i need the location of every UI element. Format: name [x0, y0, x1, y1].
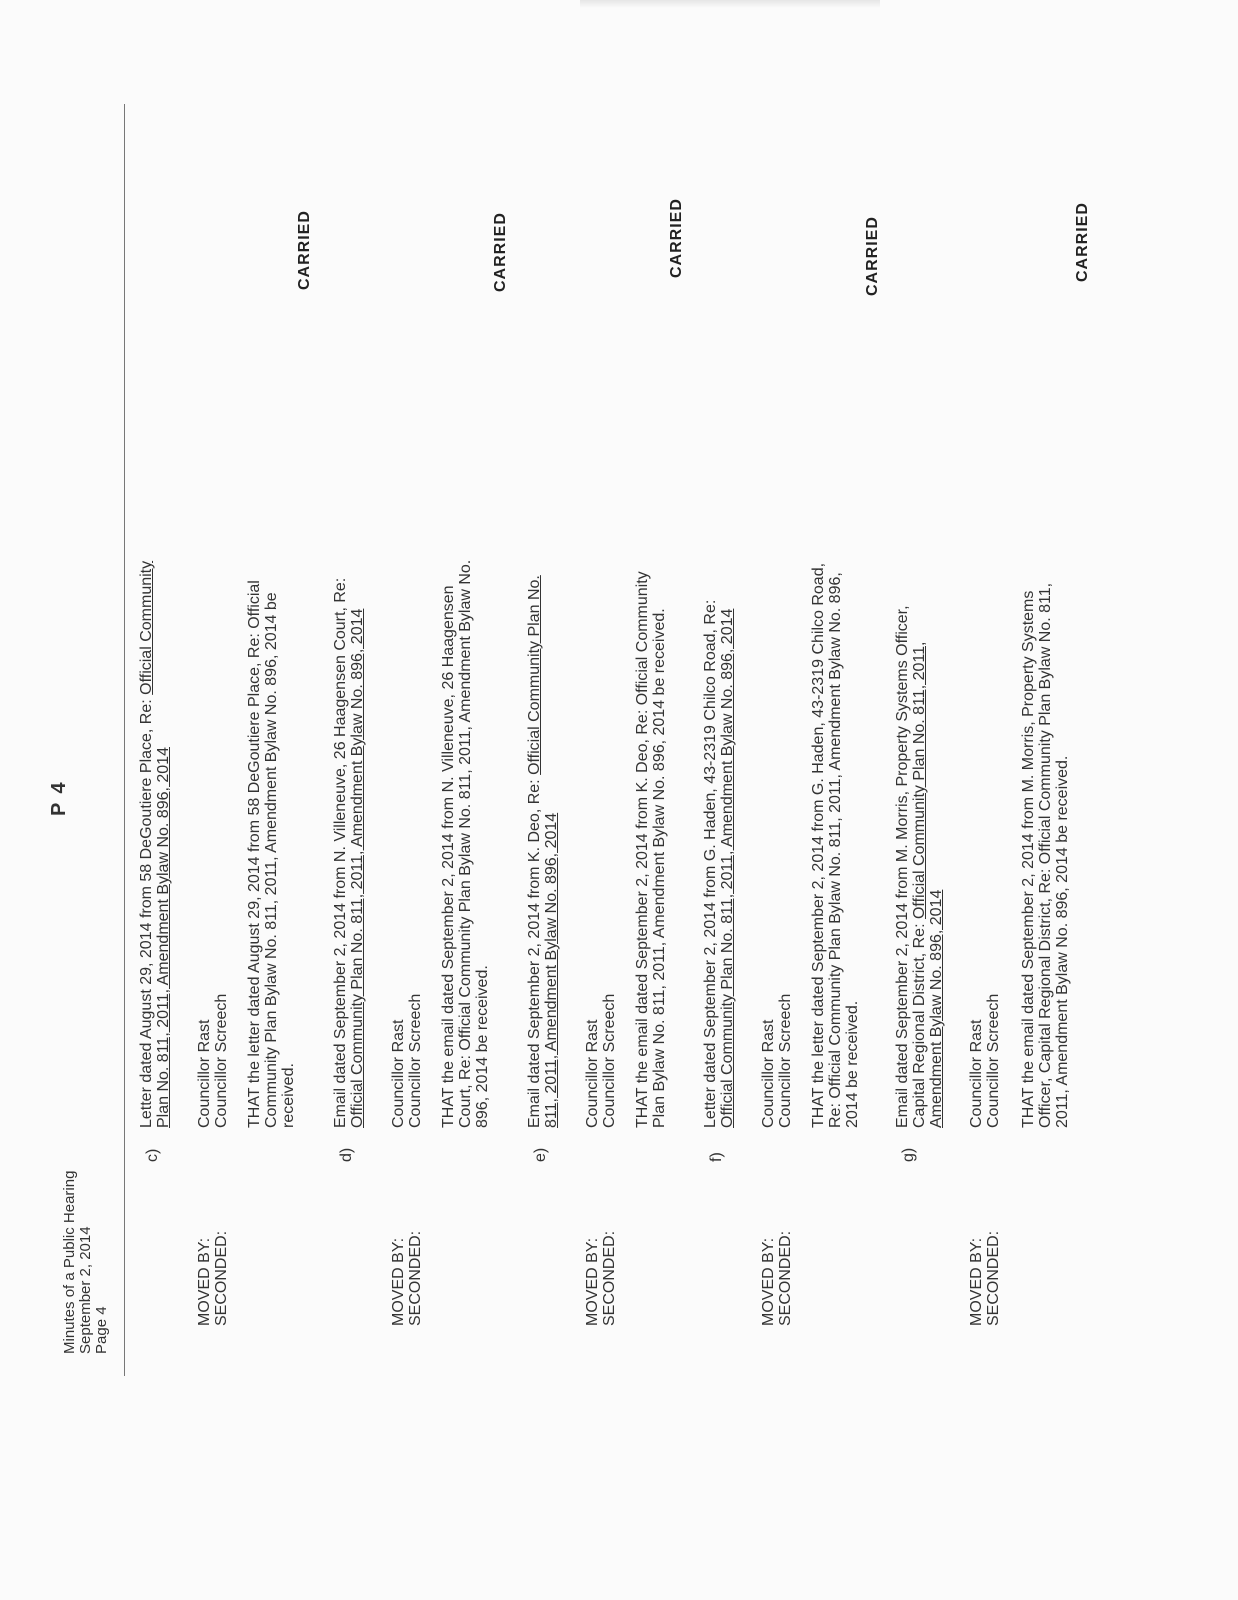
carried-f: CARRIED	[864, 216, 881, 296]
item-title-g	[894, 605, 945, 1128]
motion-line: THAT the email dated September 2, 2014 from N. Villeneuve, 26 Haagensen	[440, 585, 457, 1128]
carried-c: CARRIED	[296, 210, 313, 290]
title-underlined: Amendment Bylaw No. 896, 2014	[928, 889, 945, 1128]
moved-by-label: MOVED BY:	[390, 1237, 407, 1326]
title-underlined: Official Community Plan No. 811, 2011, Amendment Bylaw No. 896, 2014	[349, 608, 366, 1128]
item-letter-c: c)	[144, 1148, 161, 1162]
title-text: Letter dated September 2, 2014 from G. Haden, 43-2319 Chilco Road, Re:	[702, 599, 719, 1128]
item-title-f	[702, 600, 736, 1128]
carried-d: CARRIED	[492, 212, 509, 292]
title-underlined: Official Community Plan No. 811, 2011, Amendment Bylaw No. 896, 2014	[719, 608, 736, 1128]
councillors-c	[196, 994, 230, 1128]
seconded-label: SECONDED:	[985, 1230, 1002, 1326]
title-text: Letter dated August 29, 2014 from 58 DeGoutiere Place, Re:	[138, 694, 155, 1128]
motion-line: Community Plan Bylaw No. 811, 2011, Amendment Bylaw No. 896, 2014 be	[263, 592, 280, 1128]
seconded-label: SECONDED:	[601, 1230, 618, 1326]
motion-f	[810, 563, 861, 1128]
moved-labels-f	[760, 1231, 794, 1326]
moved-labels-e	[584, 1231, 618, 1326]
mover-name: Councillor Rast	[968, 1019, 985, 1128]
header-title: Minutes of a Public Hearing	[61, 1170, 78, 1354]
moved-labels-g	[968, 1231, 1002, 1326]
seconded-label: SECONDED:	[777, 1230, 794, 1326]
item-letter-d: d)	[338, 1147, 355, 1162]
seconded-label: SECONDED:	[407, 1230, 424, 1326]
motion-line: THAT the letter dated August 29, 2014 from 58 DeGoutiere Place, Re: Official	[246, 580, 263, 1128]
seconder-name: Councillor Screech	[407, 993, 424, 1128]
moved-by-label: MOVED BY:	[196, 1237, 213, 1326]
moved-by-label: MOVED BY:	[760, 1237, 777, 1326]
item-title-c	[138, 561, 172, 1128]
title-underlined: 811, 2011, Amendment Bylaw No. 896, 2014	[543, 812, 560, 1128]
motion-line: THAT the letter dated September 2, 2014 from G. Haden, 43-2319 Chilco Road,	[810, 562, 827, 1128]
moved-labels-d	[390, 1231, 424, 1326]
motion-c	[246, 580, 297, 1128]
mover-name: Councillor Rast	[390, 1019, 407, 1128]
seconder-name: Councillor Screech	[777, 993, 794, 1128]
motion-d	[440, 560, 491, 1128]
carried-g: CARRIED	[1074, 202, 1091, 282]
item-title-d	[332, 578, 366, 1128]
title-underlined: Official Community	[138, 560, 155, 695]
item-letter-f: f)	[708, 1152, 725, 1162]
title-text: Email dated September 2, 2014 from N. Villeneuve, 26 Haagensen Court, Re:	[332, 577, 349, 1128]
motion-line: THAT the email dated September 2, 2014 from M. Morris, Property Systems	[1020, 590, 1037, 1128]
seconder-name: Councillor Screech	[985, 993, 1002, 1128]
motion-line: 2014 be received.	[844, 1000, 861, 1128]
carried-e: CARRIED	[668, 198, 685, 278]
motion-g	[1020, 583, 1071, 1128]
motion-line: Officer, Capital Regional District, Re: Official Community Plan Bylaw No. 811,	[1037, 582, 1054, 1128]
item-letter-e: e)	[532, 1147, 549, 1162]
document-header	[62, 1171, 110, 1354]
title-underlined: Official Community Plan No. 811, 2011,	[911, 641, 928, 920]
motion-line: Plan Bylaw No. 811, 2011, Amendment Bylaw No. 896, 2014 be received.	[651, 608, 668, 1128]
header-page: Page 4	[93, 1306, 110, 1354]
motion-line: 896, 2014 be received.	[474, 965, 491, 1128]
councillors-d	[390, 994, 424, 1128]
title-text: Email dated September 2, 2014 from M. Morris, Property Systems Officer,	[894, 605, 911, 1128]
mover-name: Councillor Rast	[760, 1019, 777, 1128]
seconded-label: SECONDED:	[213, 1230, 230, 1326]
page-marker: P 4	[48, 780, 70, 816]
item-letter-g: g)	[900, 1147, 917, 1162]
moved-by-label: MOVED BY:	[584, 1237, 601, 1326]
moved-by-label: MOVED BY:	[968, 1237, 985, 1326]
motion-line: 2011, Amendment Bylaw No. 896, 2014 be received.	[1054, 755, 1071, 1128]
moved-labels-c	[196, 1231, 230, 1326]
motion-line: THAT the email dated September 2, 2014 from K. Deo, Re: Official Community	[634, 571, 651, 1128]
header-date: September 2, 2014	[77, 1226, 94, 1354]
motion-e	[634, 571, 668, 1128]
councillors-f	[760, 994, 794, 1128]
header-rule	[124, 104, 125, 1376]
title-text: Email dated September 2, 2014 from K. Deo, Re:	[526, 774, 543, 1128]
title-underlined: Plan No. 811, 2011, Amendment Bylaw No. 896, 2014	[155, 747, 172, 1128]
motion-line: Court, Re: Official Community Plan Bylaw No. 811, 2011, Amendment Bylaw No.	[457, 559, 474, 1128]
motion-line: Re: Official Community Plan Bylaw No. 811, 2011, Amendment Bylaw No. 896,	[827, 572, 844, 1128]
title-underlined: Official Community Plan No.	[526, 575, 543, 775]
motion-line: received.	[280, 1063, 297, 1128]
seconder-name: Councillor Screech	[213, 993, 230, 1128]
mover-name: Councillor Rast	[196, 1019, 213, 1128]
seconder-name: Councillor Screech	[601, 993, 618, 1128]
councillors-g	[968, 994, 1002, 1128]
item-title-e	[526, 575, 560, 1128]
councillors-e	[584, 994, 618, 1128]
title-text: Capital Regional District, Re:	[911, 919, 928, 1128]
mover-name: Councillor Rast	[584, 1019, 601, 1128]
